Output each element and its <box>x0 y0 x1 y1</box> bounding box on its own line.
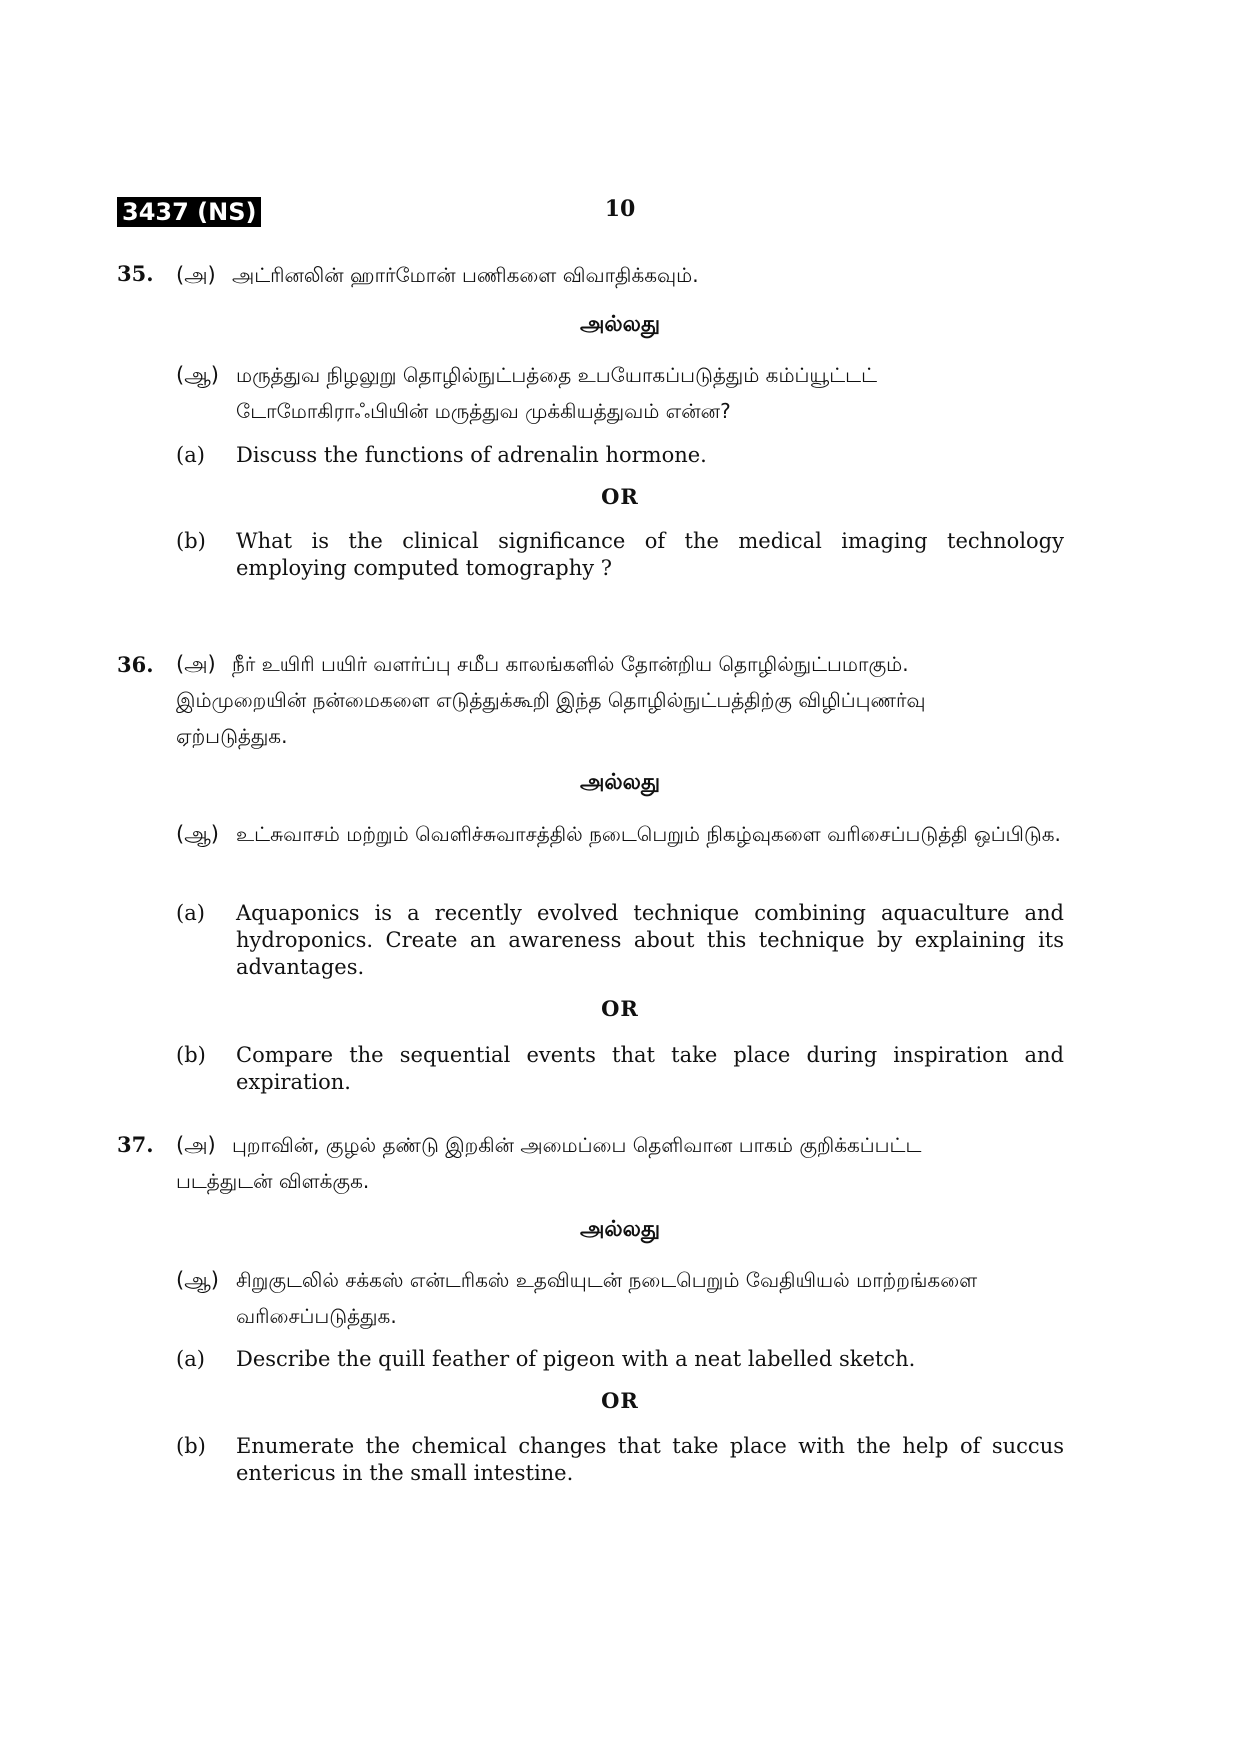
question-number: 35. <box>117 261 154 286</box>
option-text: அட்ரினலின் ஹார்மோன் பணிகளை விவாதிக்கவும். <box>232 263 699 287</box>
option-text: புறாவின், குழல் தண்டு இறகின் அமைப்பை தெளிவான பாகம் குறிக்கப்பட்ட படத்துடன் விளக்குக. <box>176 1133 922 1193</box>
option-label: (a) <box>176 901 205 925</box>
option-label: (b) <box>176 1043 206 1067</box>
option-label: (அ) <box>176 1133 216 1157</box>
option-label: (ஆ) <box>176 1268 219 1292</box>
option-text: Aquaponics is a recently evolved technique combining aquaculture and hydroponics. Create an awareness about this technique by explaining its advantages. <box>236 901 1064 979</box>
page-number: 10 <box>604 196 636 222</box>
option-text: நீர் உயிரி பயிர் வளர்ப்பு சமீப காலங்களில் தோன்றிய தொழில்நுட்பமாகும். இம்முறையின் நன்மைகளை எடுத்துக்கூறி இந்த தொழில்நுட்பத்திற்கு விழிப்புணர்வு ஏற்படுத்துக. <box>176 652 926 748</box>
option-text: மருத்துவ நிழலுறு தொழில்நுட்பத்தை உபயோகப்படுத்தும் கம்ப்யூட்டட் டோமோகிராஃபியின் மருத்துவ முக்கியத்துவம் என்ன? <box>236 363 877 423</box>
paper-code-badge: 3437 (NS) <box>117 197 261 227</box>
option-text: சிறுகுடலில் சக்கஸ் என்டரிகஸ் உதவியுடன் நடைபெறும் வேதியியல் மாற்றங்களை வரிசைப்படுத்துக. <box>236 1268 978 1328</box>
option-text: உட்சுவாசம் மற்றும் வெளிச்சுவாசத்தில் நடைபெறும் நிகழ்வுகளை வரிசைப்படுத்தி ஒப்பிடுக. <box>236 822 1061 846</box>
or-separator-tamil: அல்லது <box>579 312 661 337</box>
or-separator-english: OR <box>601 996 639 1021</box>
option-label: (அ) <box>176 652 216 676</box>
option-label: (அ) <box>176 263 216 287</box>
option-text: What is the clinical significance of the medical imaging technology employing computed tomography ? <box>236 529 1064 580</box>
option-text: Compare the sequential events that take place during inspiration and expiration. <box>236 1043 1064 1094</box>
option-label: (ஆ) <box>176 822 219 846</box>
option-label: (b) <box>176 1434 206 1458</box>
option-label: (a) <box>176 1347 205 1371</box>
option-text: Enumerate the chemical changes that take place with the help of succus entericus in the small intestine. <box>236 1434 1064 1485</box>
option-text: Describe the quill feather of pigeon with a neat labelled sketch. <box>236 1347 916 1371</box>
option-label: (b) <box>176 529 206 553</box>
question-number: 36. <box>117 652 154 677</box>
or-separator-english: OR <box>601 484 639 509</box>
or-separator-tamil: அல்லது <box>579 1217 661 1242</box>
option-label: (a) <box>176 443 205 467</box>
or-separator-english: OR <box>601 1388 639 1413</box>
option-text: Discuss the functions of adrenalin hormone. <box>236 443 707 467</box>
or-separator-tamil: அல்லது <box>579 770 661 795</box>
option-label: (ஆ) <box>176 363 219 387</box>
question-number: 37. <box>117 1132 154 1157</box>
